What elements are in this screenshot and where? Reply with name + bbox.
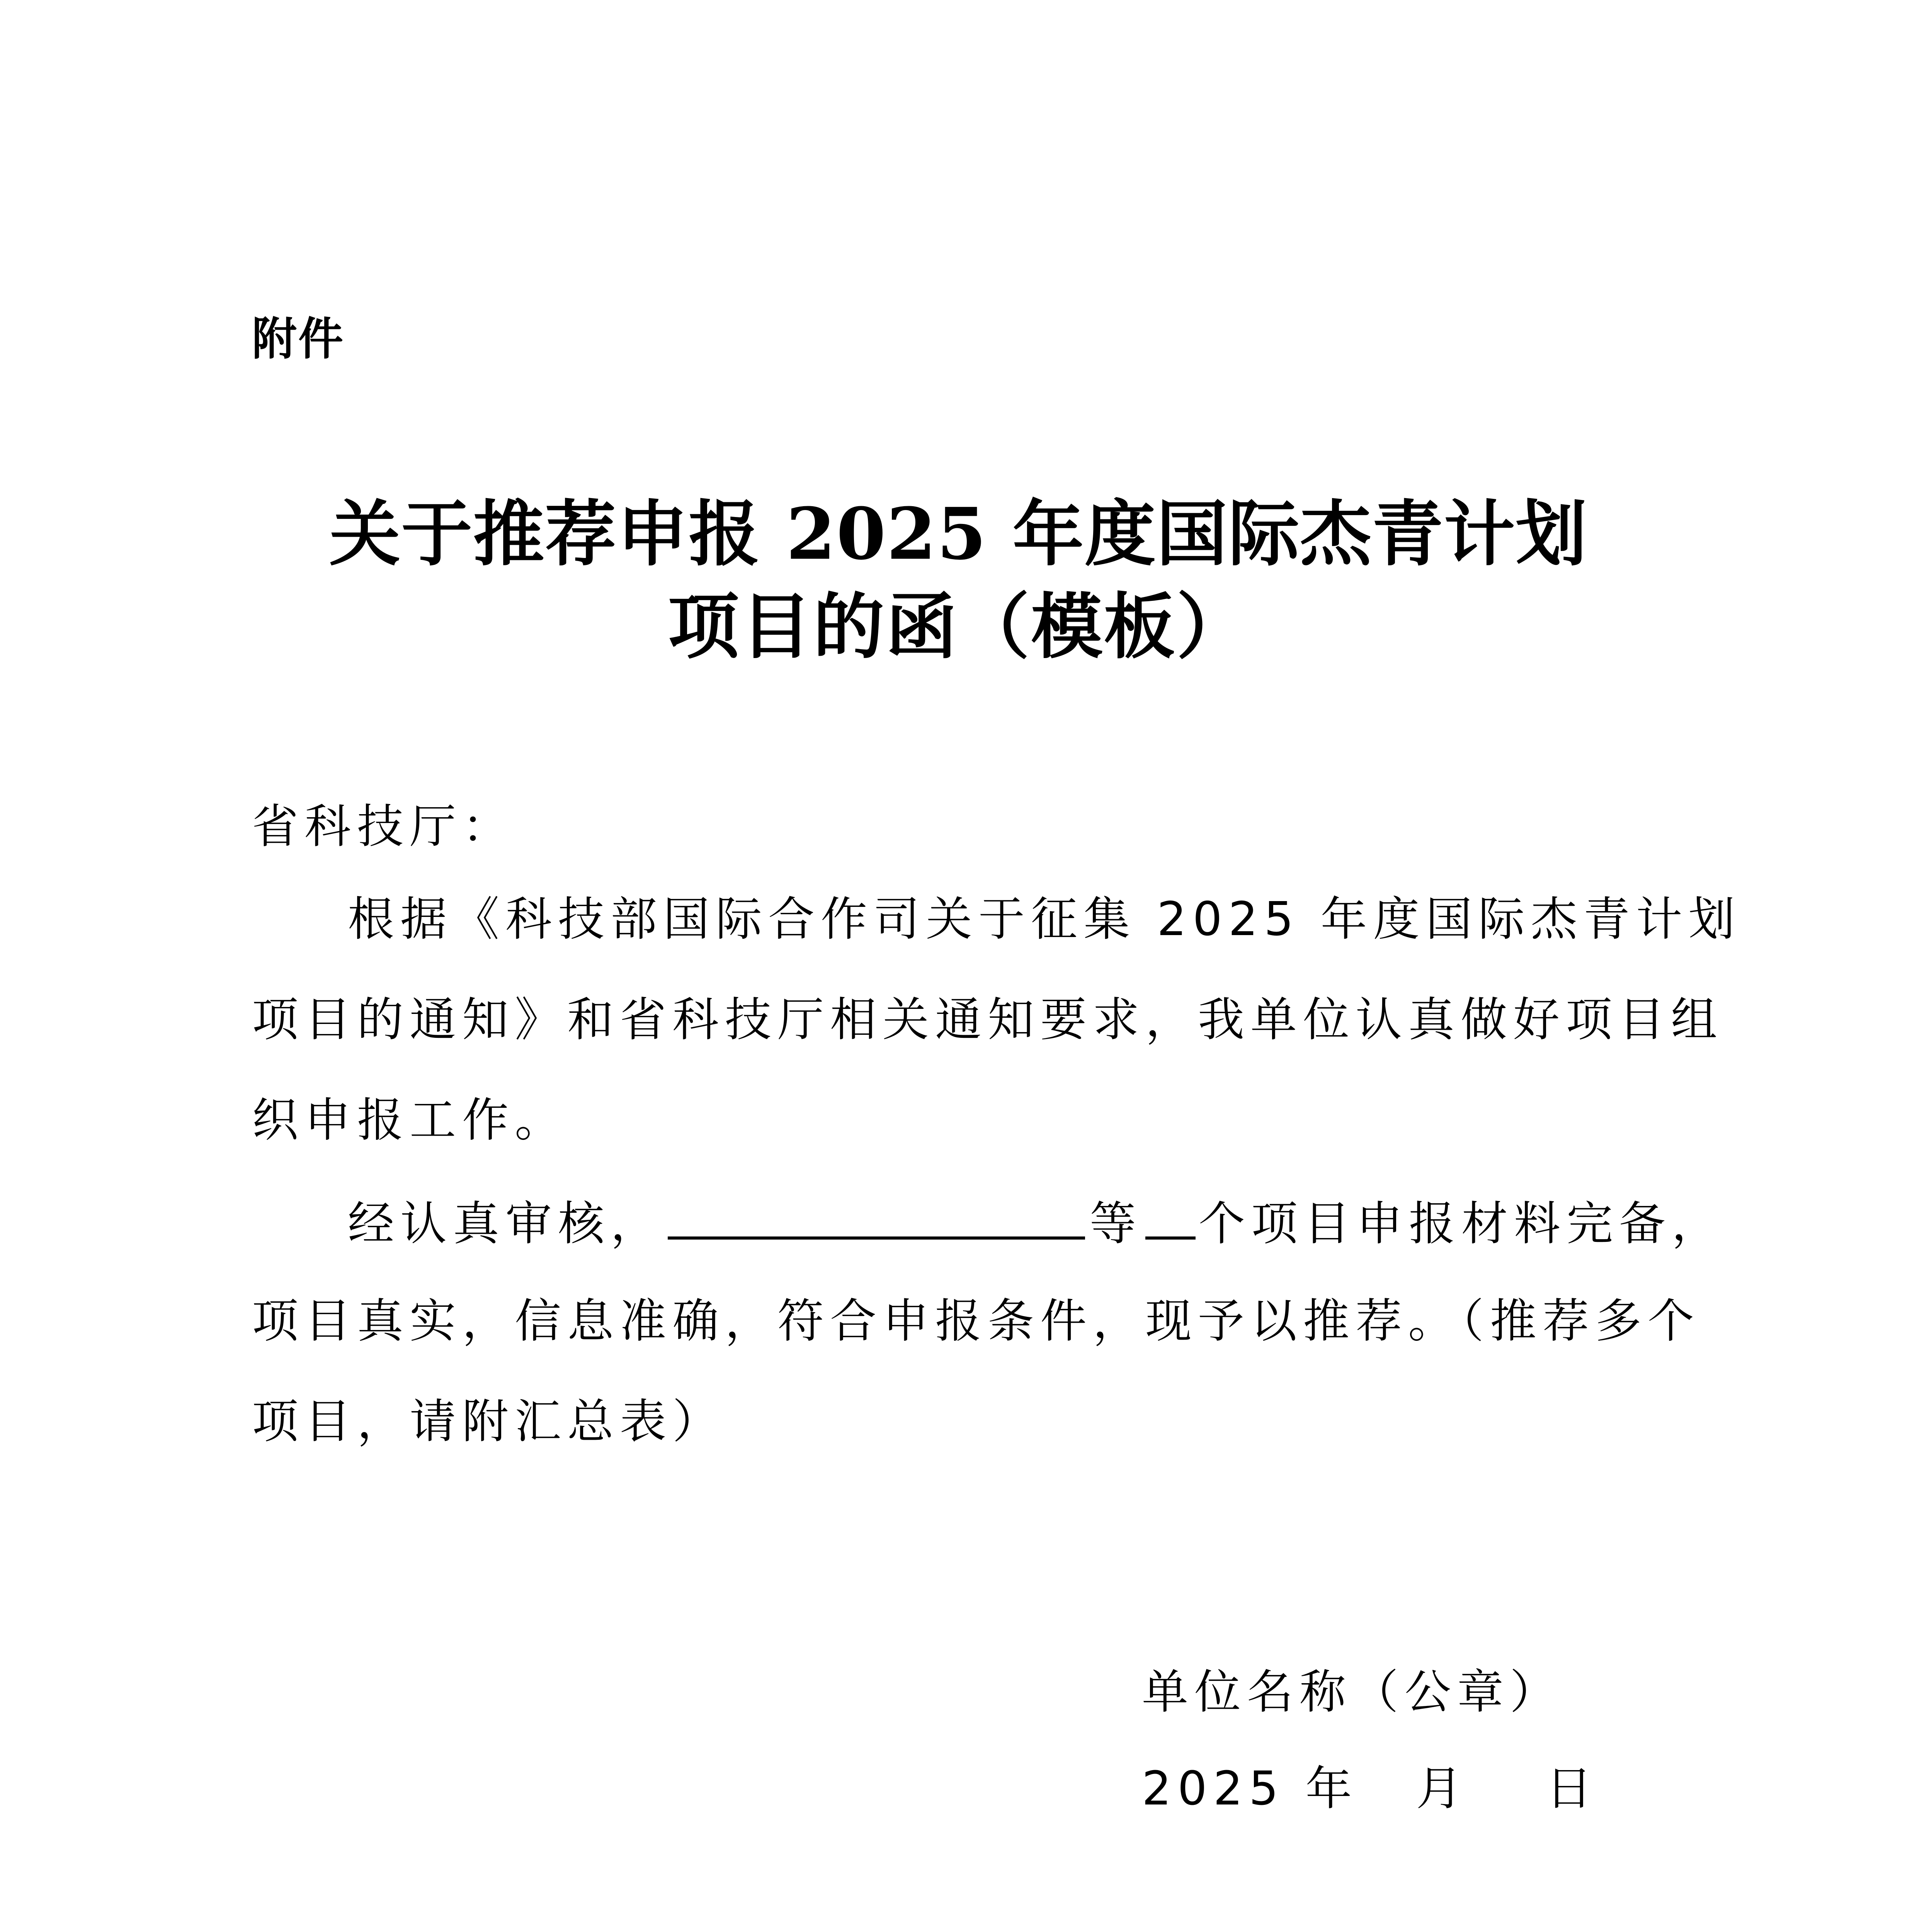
paragraph2-line1 (348, 1197, 1778, 1251)
title-line-1: 关于推荐申报 2025 年度国际杰青计划 (329, 492, 1588, 576)
attachment-label: 附件 (252, 313, 345, 365)
date-month: 月 (1416, 1762, 1469, 1816)
date-day: 日 (1546, 1762, 1599, 1816)
date-year: 2025 年 (1142, 1762, 1358, 1816)
signature-org-name: 单位名称（公章） (1142, 1665, 1562, 1719)
salutation: 省科技厅： (252, 800, 515, 854)
paragraph2-suffix: 个项目申报材料完备， (1199, 1197, 1724, 1251)
project-count-blank[interactable] (1145, 1198, 1196, 1240)
paragraph2-middle: 等 (1090, 1197, 1142, 1251)
paragraph2-line2: 项目真实，信息准确，符合申报条件，现予以推荐。（推荐多个 (252, 1294, 1700, 1348)
project-name-blank[interactable] (668, 1198, 1085, 1240)
paragraph2-prefix: 经认真审核， (348, 1197, 663, 1251)
title-line-2: 项目的函（模板） (668, 585, 1249, 668)
paragraph1-line2: 项目的通知》和省科技厅相关通知要求，我单位认真做好项目组 (252, 993, 1723, 1047)
paragraph1-line3: 织申报工作。 (252, 1094, 567, 1147)
paragraph1-line1: 根据《科技部国际合作司关于征集 2025 年度国际杰青计划 (348, 893, 1741, 946)
signature-date (1142, 1762, 1599, 1816)
paragraph2-line3: 项目，请附汇总表） (252, 1395, 725, 1449)
